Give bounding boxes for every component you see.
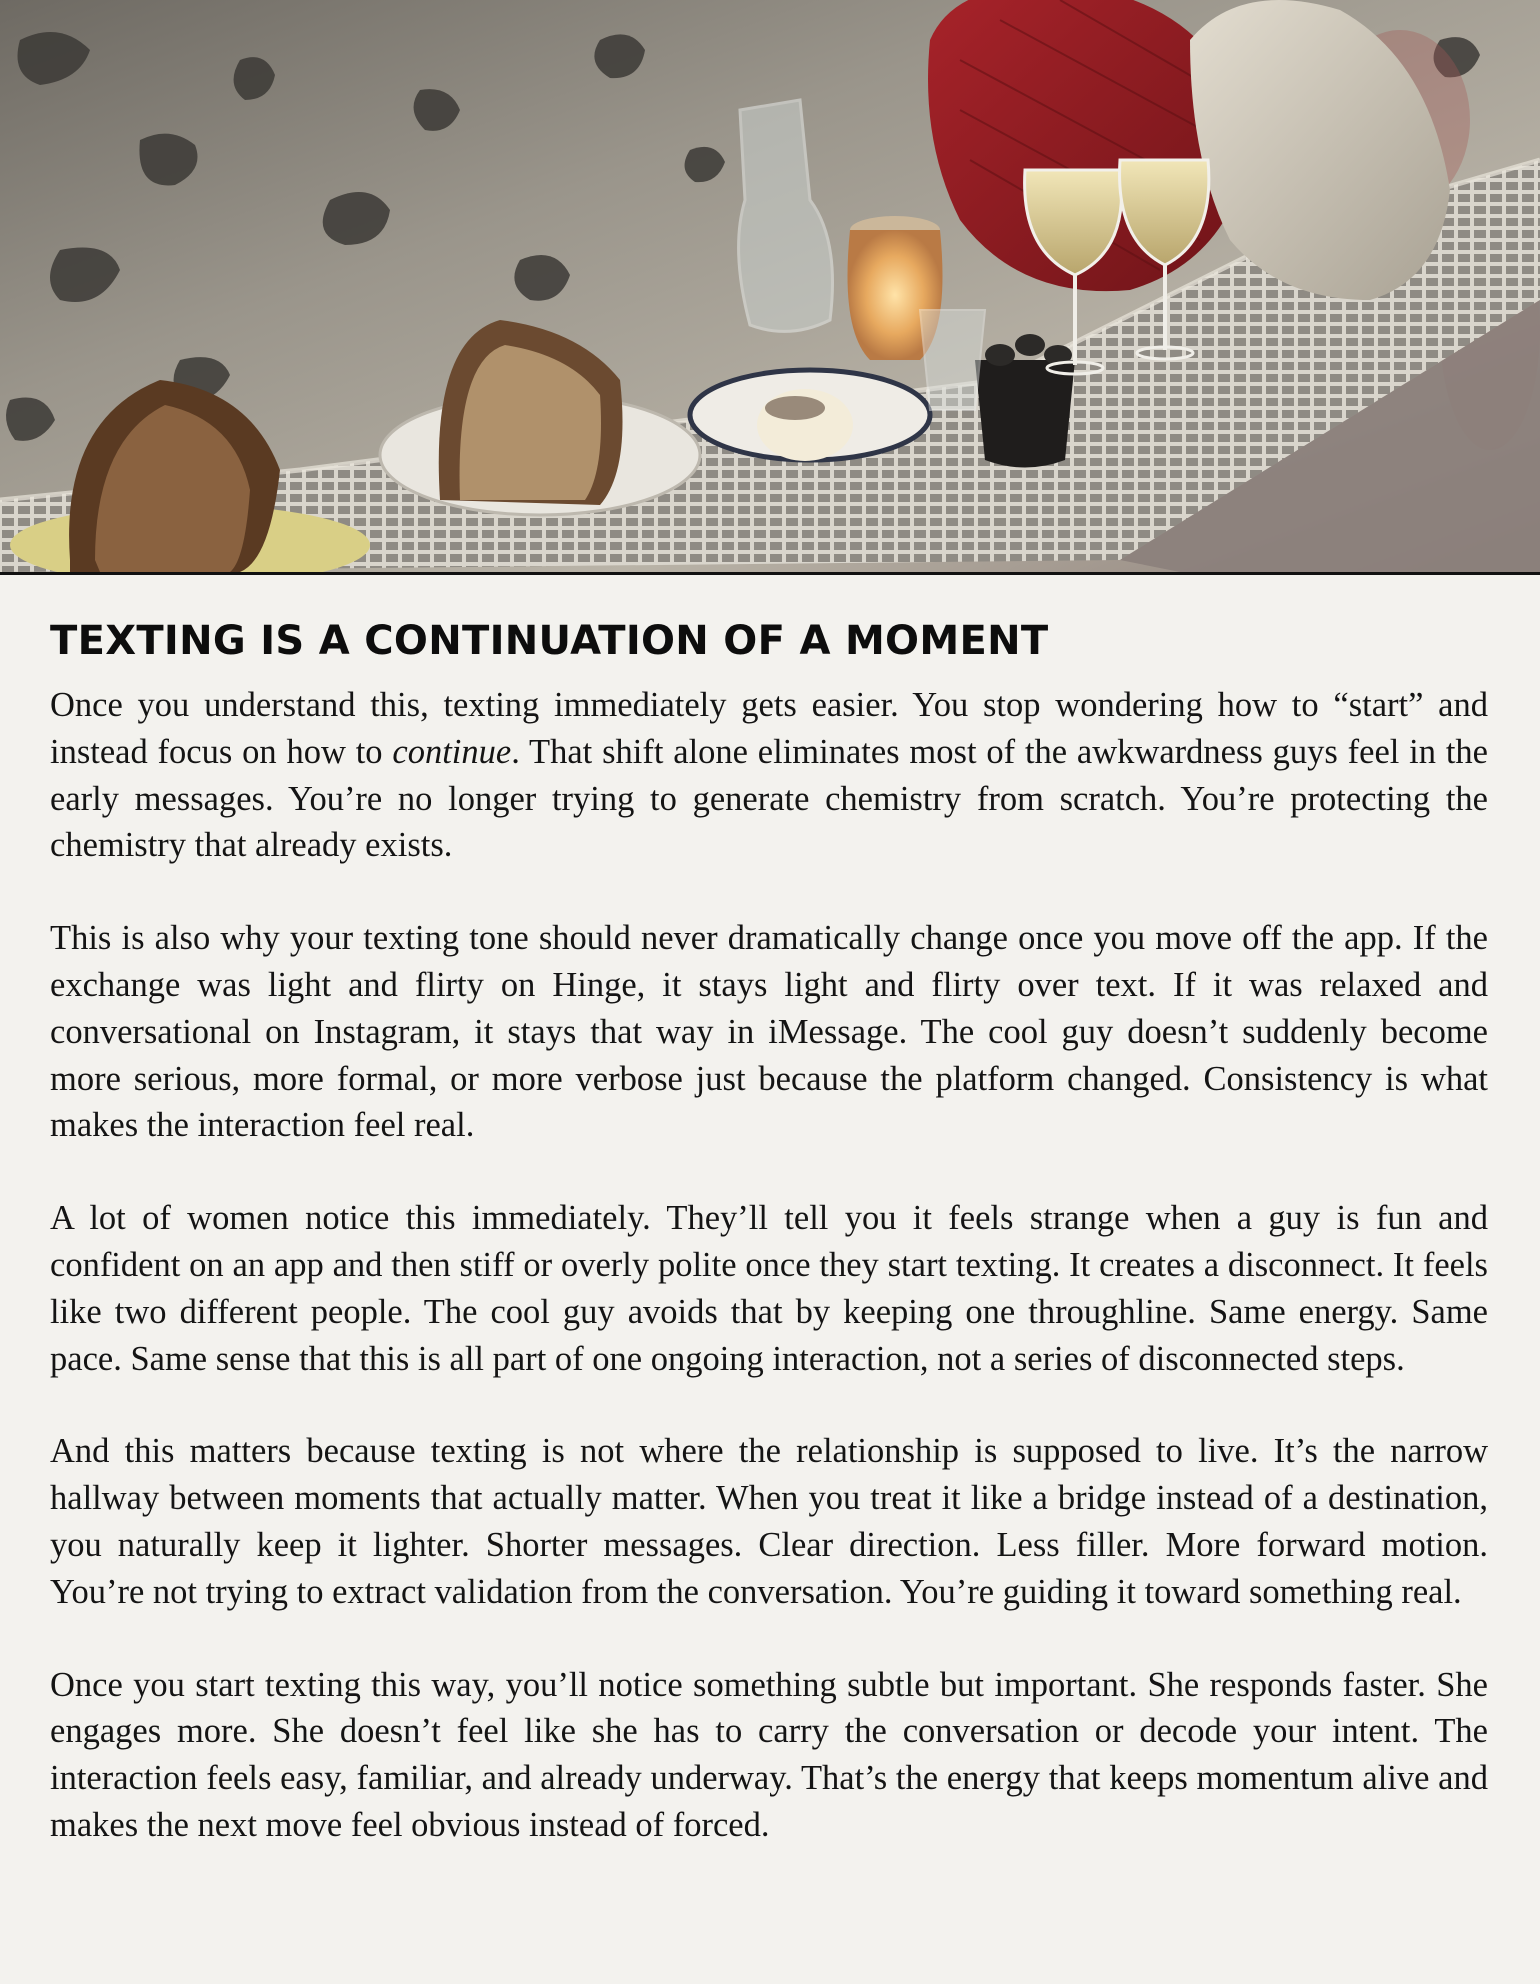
paragraph-1-rest: . That shift alone eliminates most of the awkwardness guys feel in the early messages. You’re no longer trying to generate chemistry from scratch. You’re protecting the chemistry that already exists. — [50, 732, 1488, 865]
paragraph-1-emphasis: continue — [392, 732, 512, 771]
hero-photo — [0, 0, 1540, 575]
paragraph-5: Once you start texting this way, you’ll notice something subtle but important. She responds faster. She engages more. She doesn’t feel like she has to carry the conversation or decode your intent. The interaction feels easy, familiar, and already underway. That’s the energy that keeps momentum alive and makes the next move feel obvious instead of forced. — [50, 1665, 1488, 1844]
paragraph-3: A lot of women notice this immediately. They’ll tell you it feels strange when a guy is fun and confident on an app and then stiff or overly polite once they start texting. It creates a disconnect. It feels like two different people. The cool guy avoids that by keeping one throughline. Same energy. Same pace. Same sense that this is all part of one ongoing interaction, not a series of disconnected steps. — [50, 1199, 1488, 1378]
article-headline: TEXTING IS A CONTINUATION OF A MOMENT — [50, 618, 1049, 664]
paragraph-1 — [50, 682, 1488, 869]
paragraph-2: This is also why your texting tone should never dramatically change once you move off the app. If the exchange was light and flirty on Hinge, it stays light and flirty over text. If it was relaxed and conversational on Instagram, it stays that way in iMessage. The cool guy doesn’t suddenly become more serious, more formal, or more verbose just because the platform changed. Consistency is what makes the interaction feel real. — [50, 919, 1488, 1145]
article-body — [50, 612, 1488, 1849]
paragraph-1-lead: Once you understand this, texting immediately gets easier. You stop wondering how to “start” and instead focus on how to — [50, 686, 1488, 771]
paragraph-4: And this matters because texting is not where the relationship is supposed to live. It’s the narrow hallway between moments that actually matter. When you treat it like a bridge instead of a destination, you naturally keep it lighter. Shorter messages. Clear direction. Less filler. More forward motion. You’re not trying to extract validation from the conversation. You’re guiding it toward something real. — [50, 1432, 1488, 1611]
still-life-illustration — [0, 0, 1540, 572]
